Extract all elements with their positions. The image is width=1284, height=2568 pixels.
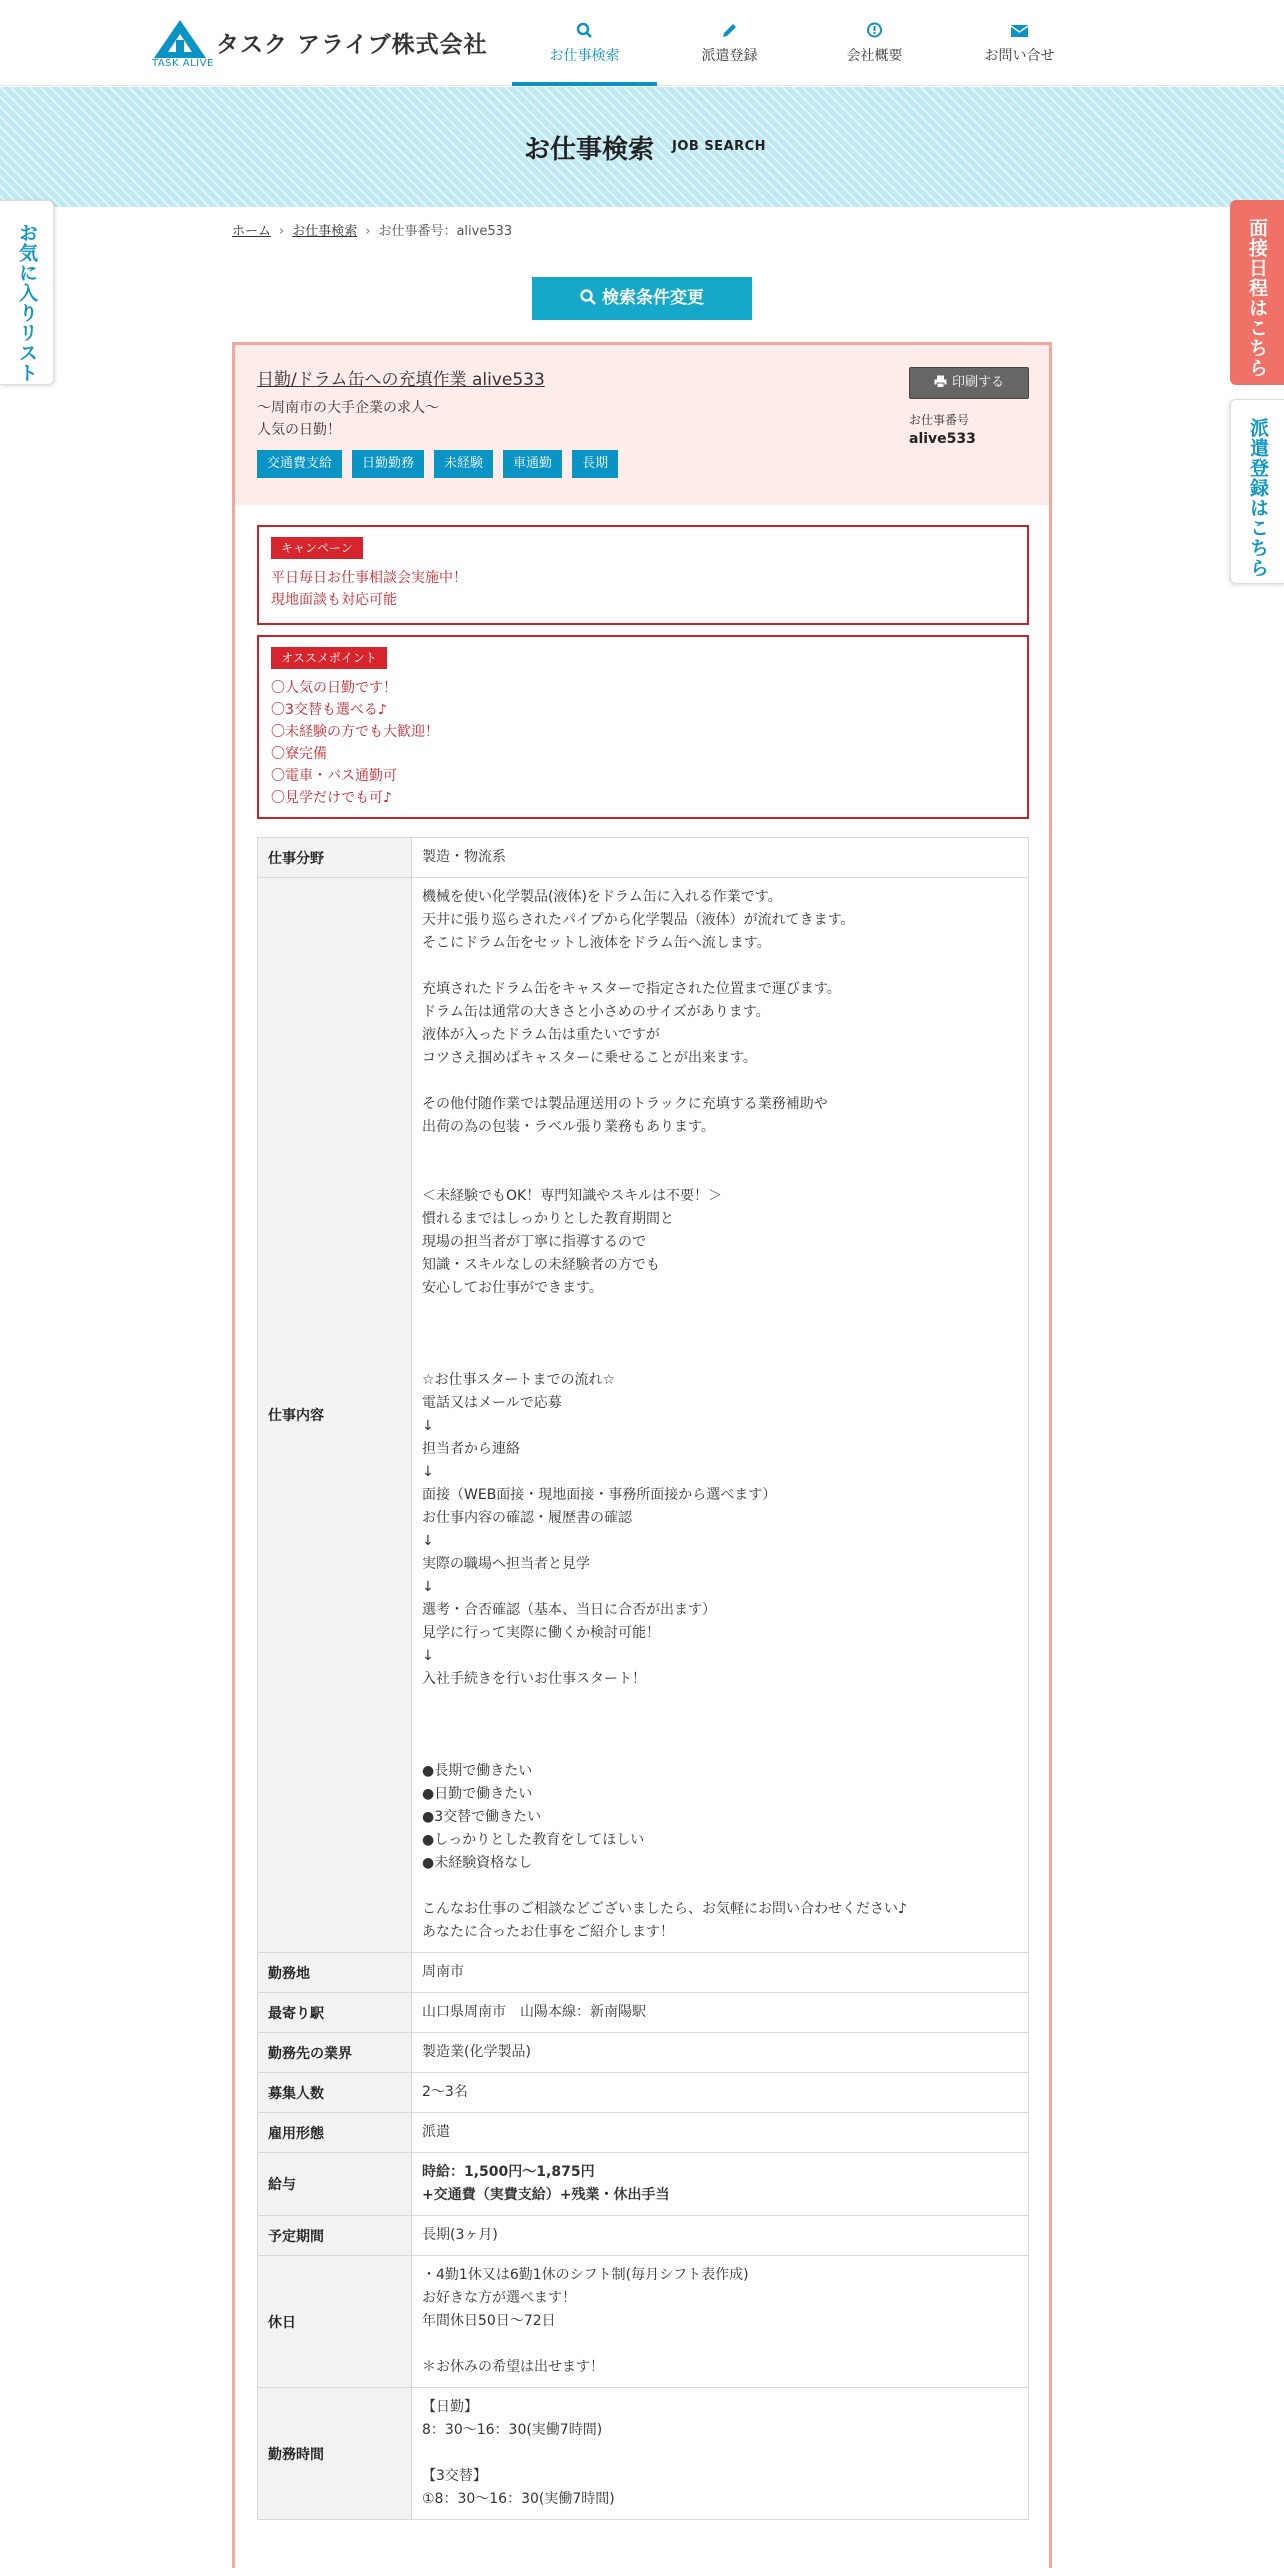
point-line: 〇人気の日勤です！	[271, 680, 397, 696]
nav-job-search[interactable]	[512, 0, 657, 86]
job-catchphrase: ～周南市の大手企業の求人～	[257, 400, 439, 416]
pencil-icon	[657, 22, 802, 38]
recommend-points-text	[271, 677, 439, 809]
detail-label: 予定期間	[258, 2216, 412, 2256]
breadcrumb-search[interactable]: お仕事検索	[292, 224, 358, 239]
table-row	[258, 2073, 1029, 2113]
salary-value: 時給：1,500円～1,875円 +交通費（実費支給）+残業・休出手当	[412, 2153, 1029, 2216]
interview-tab-label: 面接日程はこちら	[1246, 218, 1268, 378]
logo[interactable]	[152, 18, 488, 72]
point-line: 〇寮完備	[271, 746, 327, 762]
point-line: 〇電車・バス通勤可	[271, 768, 397, 784]
recommend-points-label: オススメポイント	[271, 647, 387, 669]
breadcrumb-current: お仕事番号：alive533	[378, 224, 513, 239]
detail-value: 【日勤】 8：30～16：30(実働7時間) 【3交替】 ①8：30～16：30(実働7時間)	[412, 2388, 1029, 2520]
campaign-line: 現地面談も対応可能	[271, 592, 397, 608]
table-row	[258, 2256, 1029, 2388]
chevron-right-icon: ›	[279, 224, 285, 239]
table-row	[258, 2216, 1029, 2256]
detail-label: 勤務先の業界	[258, 2033, 412, 2073]
detail-value: 長期(3ヶ月)	[412, 2216, 1029, 2256]
breadcrumb-home[interactable]: ホーム	[232, 224, 272, 239]
detail-label: 休日	[258, 2256, 412, 2388]
point-line: 〇見学だけでも可♪	[271, 790, 392, 806]
printer-icon	[934, 375, 947, 388]
point-line: 〇未経験の方でも大歓迎！	[271, 724, 439, 740]
site-header	[0, 0, 1284, 86]
print-button[interactable]	[909, 367, 1029, 399]
table-row	[258, 838, 1029, 878]
nav-label: お仕事検索	[549, 48, 620, 64]
page-title: お仕事検索	[524, 135, 655, 165]
search-icon	[512, 22, 657, 38]
search-icon	[580, 289, 596, 305]
nav-label: 派遣登録	[701, 48, 758, 64]
detail-value: 周南市	[412, 1953, 1029, 1993]
interview-schedule-tab[interactable]	[1230, 200, 1284, 385]
detail-label: 給与	[258, 2153, 412, 2216]
job-tag: 日勤勤務	[352, 450, 424, 478]
campaign-box	[257, 525, 1029, 625]
breadcrumb	[232, 220, 512, 239]
nav-register[interactable]	[657, 0, 802, 86]
detail-label: 勤務地	[258, 1953, 412, 1993]
logo-text: タスク アライブ株式会社	[216, 32, 488, 58]
table-row	[258, 1953, 1029, 1993]
table-row	[258, 1993, 1029, 2033]
table-row	[258, 2388, 1029, 2520]
detail-label: 勤務時間	[258, 2388, 412, 2520]
detail-value: 製造・物流系	[412, 838, 1029, 878]
chevron-right-icon: ›	[365, 224, 371, 239]
job-tag: 交通費支給	[257, 450, 342, 478]
job-number-value: alive533	[909, 431, 976, 447]
table-row	[258, 2033, 1029, 2073]
detail-label: 最寄り駅	[258, 1993, 412, 2033]
favorites-tab-label: お気に入りリスト	[16, 223, 38, 383]
detail-value: 機械を使い化学製品(液体)をドラム缶に入れる作業です。 天井に張り巡らされたパイプから化学製品（液体）が流れてきます。 そこにドラム缶をセットし液体をドラム缶へ流します。 充填されたドラム缶をキャスターで指定された位置まで運びます。 ドラム缶は通常の大きさと小さめのサイズがあります。 液体が入ったドラム缶は重たいですが コツさえ掴めばキャスターに乗せることが出来ます。 その他付随作業では製品運送用のトラックに充填する業務補助や 出荷の為の包装・ラベル張り業務もあります。 ＜未経験でもOK！専門知識やスキルは不要！＞ 慣れるまではしっかりとした教育期間と 現場の担当者が丁寧に指導するので 知識・スキルなしの未経験者の方でも 安心してお仕事ができます。 ☆お仕事スタートまでの流れ☆ 電話又はメールで応募 ↓ 担当者から連絡 ↓ 面接（WEB面接・現地面接・事務所面接から選べます） お仕事内容の確認・履歴書の確認 ↓ 実際の職場へ担当者と見学 ↓ 選考・合否確認（基本、当日に合否が出ます） 見学に行って実際に働くか検討可能！ ↓ 入社手続きを行いお仕事スタート！ ●長期で働きたい ●日勤で働きたい ●3交替で働きたい ●しっかりとした教育をしてほしい ●未経験資格なし こんなお仕事のご相談などございましたら、お気軽にお問い合わせください♪ あなたに合ったお仕事をご紹介します！	[412, 878, 1029, 1953]
register-tab-label: 派遣登録はこちら	[1247, 418, 1269, 578]
detail-value: 2～3名	[412, 2073, 1029, 2113]
job-tag: 長期	[572, 450, 618, 478]
detail-label: 募集人数	[258, 2073, 412, 2113]
main-nav	[512, 0, 1092, 86]
detail-value: 山口県周南市 山陽本線：新南陽駅	[412, 1993, 1029, 2033]
campaign-line: 平日毎日お仕事相談会実施中！	[271, 570, 467, 586]
job-number-label: お仕事番号	[909, 413, 970, 427]
job-details-table	[257, 837, 1029, 2520]
table-row	[258, 2153, 1029, 2216]
recommend-points-box	[257, 635, 1029, 819]
register-tab[interactable]	[1230, 399, 1284, 584]
change-search-button[interactable]	[532, 277, 752, 320]
job-tag: 未経験	[434, 450, 493, 478]
table-row	[258, 2113, 1029, 2153]
point-line: 〇3交替も選べる♪	[271, 702, 387, 718]
change-search-label: 検索条件変更	[602, 288, 704, 308]
nav-company[interactable]	[802, 0, 947, 86]
page-hero	[0, 87, 1284, 207]
print-label: 印刷する	[951, 375, 1004, 390]
detail-value: ・4勤1休又は6勤1休のシフト制(毎月シフト表作成) お好きな方が選べます！ 年間休日50日～72日 ＊お休みの希望は出せます！	[412, 2256, 1029, 2388]
nav-label: 会社概要	[846, 48, 903, 64]
job-catchphrase-2: 人気の日勤！	[257, 422, 341, 438]
campaign-label: キャンペーン	[271, 537, 363, 559]
detail-label: 仕事分野	[258, 838, 412, 878]
info-circle-icon	[802, 22, 947, 38]
logo-subtext: TASK ALIVE	[152, 58, 214, 69]
nav-label: お問い合せ	[984, 48, 1055, 64]
nav-contact[interactable]	[947, 0, 1092, 86]
detail-value: 製造業(化学製品)	[412, 2033, 1029, 2073]
job-tags	[257, 450, 618, 478]
detail-label: 雇用形態	[258, 2113, 412, 2153]
table-row	[258, 878, 1029, 1953]
detail-label: 仕事内容	[258, 878, 412, 1953]
job-tag: 車通勤	[503, 450, 562, 478]
envelope-icon	[947, 22, 1092, 38]
campaign-text	[271, 567, 467, 611]
job-title-link[interactable]: 日勤/ドラム缶への充填作業 alive533	[257, 370, 545, 390]
job-card	[232, 342, 1052, 2568]
page-subtitle: JOB SEARCH	[672, 139, 767, 154]
job-card-header	[235, 345, 1049, 505]
favorites-tab[interactable]	[0, 200, 54, 385]
detail-value: 派遣	[412, 2113, 1029, 2153]
